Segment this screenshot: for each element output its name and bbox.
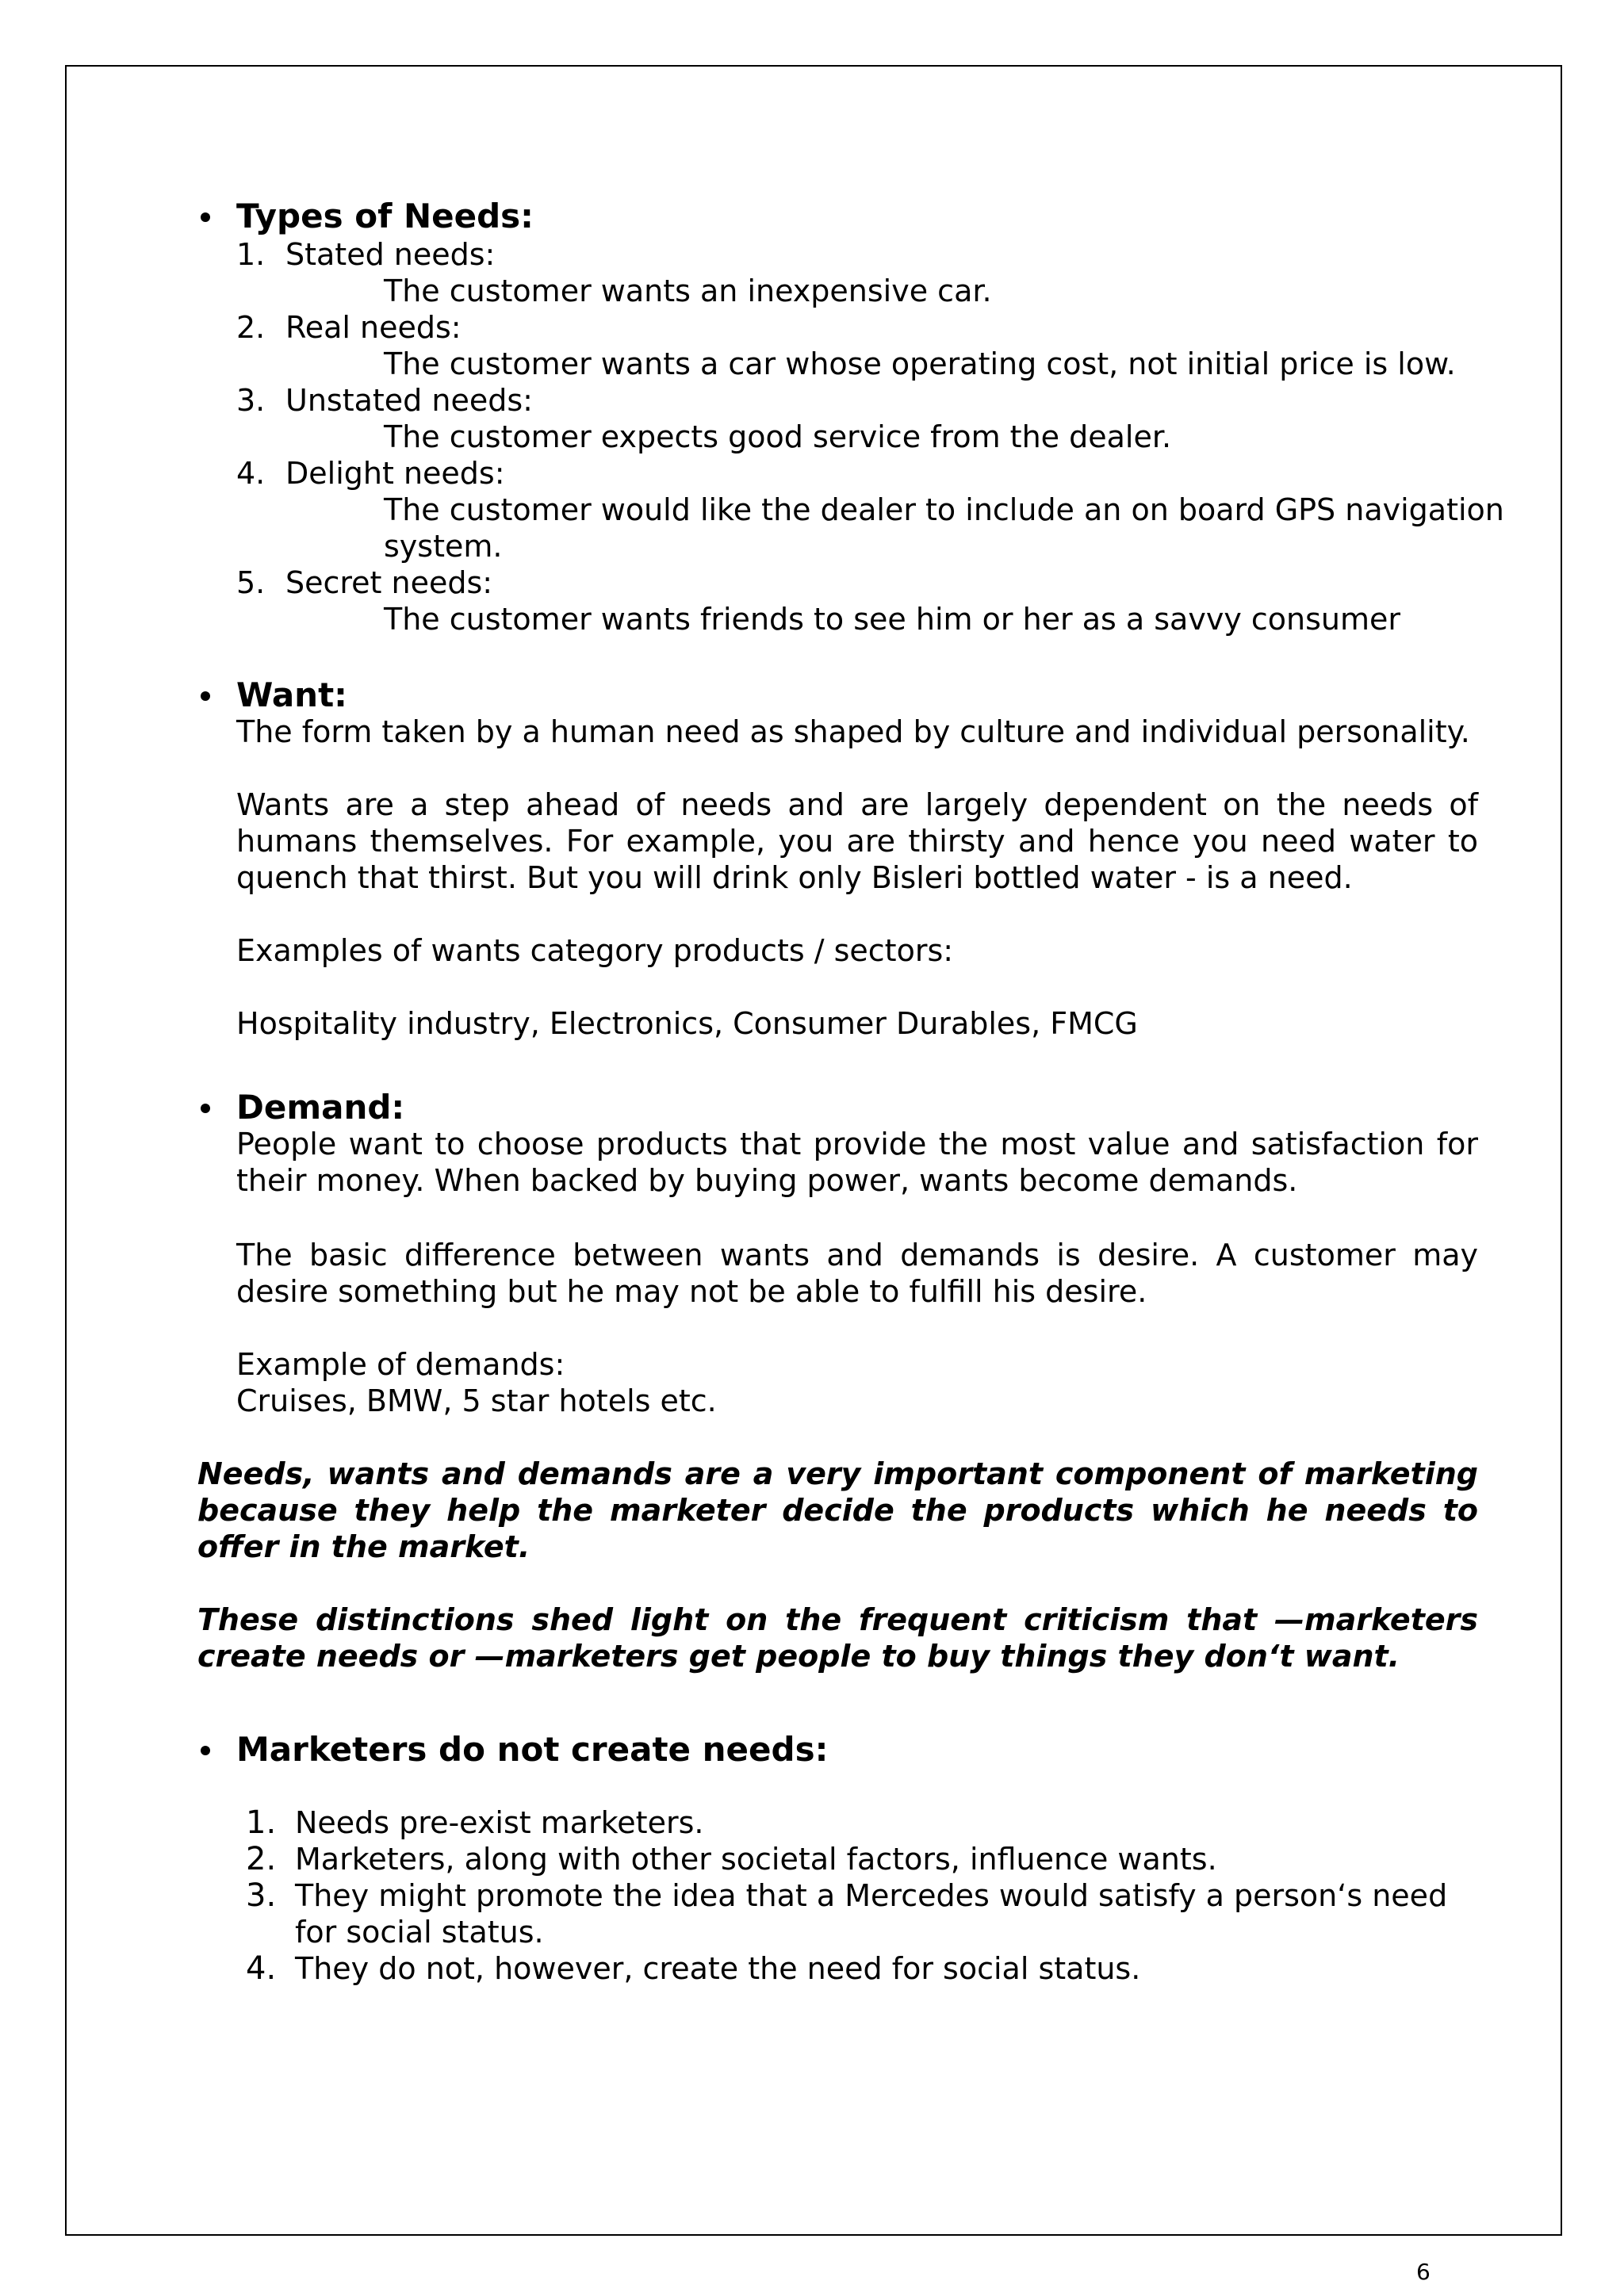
needs-item-4-desc: The customer would like the dealer to include an on board GPS navigation bbox=[384, 492, 1504, 527]
bullet-icon bbox=[201, 212, 210, 222]
marketers-item-4-number: 4. bbox=[246, 1950, 277, 1987]
needs-item-4-number: 4. bbox=[236, 456, 266, 491]
demand-heading: Demand: bbox=[236, 1088, 405, 1127]
bullet-icon bbox=[201, 1104, 210, 1113]
marketers-item-4-text: They do not, however, create the need for social status. bbox=[295, 1951, 1141, 1986]
needs-item-1-label: Stated needs: bbox=[285, 237, 496, 272]
marketers-item-3-number: 3. bbox=[246, 1877, 277, 1914]
want-heading: Want: bbox=[236, 675, 347, 714]
marketers-item-3-text-continued: for social status. bbox=[295, 1915, 544, 1950]
needs-item-2-desc: The customer wants a car whose operating cost, not initial price is low. bbox=[384, 346, 1456, 381]
types-of-needs-heading: Types of Needs: bbox=[236, 197, 534, 235]
marketers-item-1-text: Needs pre-exist marketers. bbox=[295, 1805, 704, 1840]
bullet-icon bbox=[201, 1746, 210, 1755]
demand-definition: People want to choose products that provide the most value and satisfaction for their money. When backed by buying power, wants become demands. bbox=[236, 1127, 1478, 1198]
needs-item-3-desc: The customer expects good service from the dealer. bbox=[384, 419, 1172, 454]
page-number: 6 bbox=[1416, 2259, 1431, 2285]
needs-item-3-number: 3. bbox=[236, 383, 266, 418]
want-definition: The form taken by a human need as shaped by culture and individual personality. bbox=[236, 714, 1470, 749]
marketers-heading: Marketers do not create needs: bbox=[236, 1730, 829, 1769]
needs-item-5-label: Secret needs: bbox=[285, 565, 493, 600]
needs-item-3-label: Unstated needs: bbox=[285, 383, 533, 418]
demand-examples-list: Cruises, BMW, 5 star hotels etc. bbox=[236, 1383, 717, 1418]
demand-difference: The basic difference between wants and demands is desire. A customer may desire something but he may not be able to fulfill his desire. bbox=[236, 1238, 1478, 1309]
want-explanation: Wants are a step ahead of needs and are largely dependent on the needs of humans themselves. For example, you are thirsty and hence you need water to quench that thirst. But you will drink only Bisleri bottled water - is a need. bbox=[236, 787, 1478, 895]
bullet-icon bbox=[201, 691, 210, 701]
needs-item-2-label: Real needs: bbox=[285, 310, 462, 345]
emphasis-paragraph-criticism: These distinctions shed light on the frequent criticism that —marketers create needs or —marketers get people to buy things they don‘t want. bbox=[197, 1602, 1478, 1674]
needs-item-4-label: Delight needs: bbox=[285, 456, 505, 491]
needs-item-1-number: 1. bbox=[236, 237, 266, 272]
needs-item-5-number: 5. bbox=[236, 565, 266, 600]
marketers-item-1-number: 1. bbox=[246, 1804, 277, 1841]
want-examples-label: Examples of wants category products / sectors: bbox=[236, 933, 954, 968]
emphasis-paragraph-importance: Needs, wants and demands are a very important component of marketing because they help the marketer decide the products which he needs to offer in the market. bbox=[197, 1456, 1478, 1564]
needs-item-5-desc: The customer wants friends to see him or her as a savvy consumer bbox=[384, 602, 1401, 637]
marketers-item-3-text: They might promote the idea that a Mercedes would satisfy a person‘s need bbox=[295, 1878, 1448, 1913]
demand-examples-label: Example of demands: bbox=[236, 1347, 565, 1382]
needs-item-1-desc: The customer wants an inexpensive car. bbox=[384, 274, 992, 308]
needs-item-4-desc-continued: system. bbox=[384, 529, 503, 564]
marketers-item-2-text: Marketers, along with other societal factors, influence wants. bbox=[295, 1842, 1217, 1877]
marketers-item-2-number: 2. bbox=[246, 1841, 277, 1877]
needs-item-2-number: 2. bbox=[236, 310, 266, 345]
want-examples-list: Hospitality industry, Electronics, Consumer Durables, FMCG bbox=[236, 1006, 1138, 1041]
